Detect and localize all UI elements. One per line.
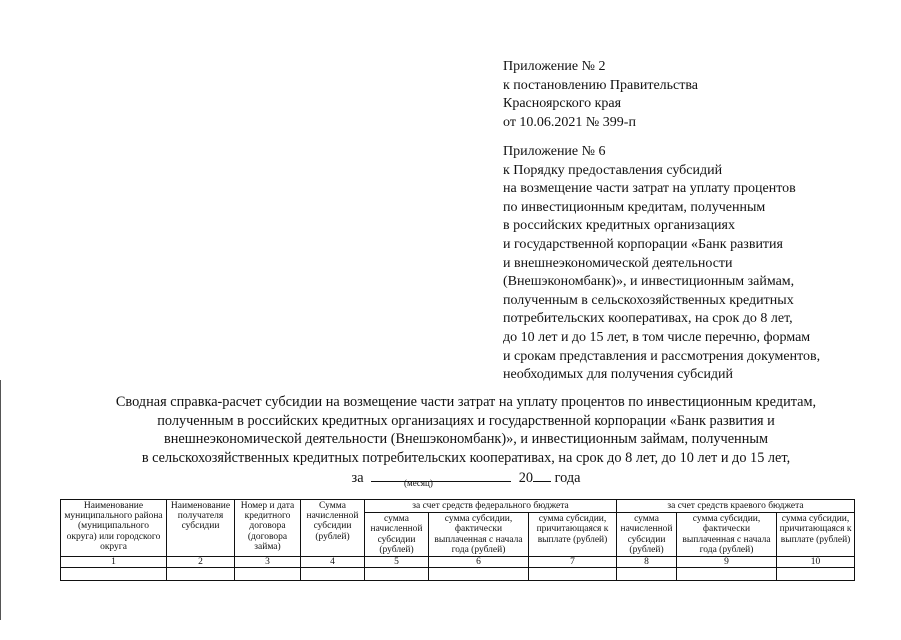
appendix-2-line: на возмещение части затрат на уплату процентов (503, 181, 796, 197)
appendix-block-1 (503, 58, 893, 132)
appendix-1-line: Красноярского края (503, 96, 622, 112)
appendix-2-line: и внешнеэкономической деятельности (503, 255, 733, 271)
appendix-2-line: полученным в сельскохозяйственных кредитных (503, 292, 794, 308)
appendix-1-line: Приложение № 2 (503, 59, 606, 74)
appendix-1-line: к постановлению Правительства (503, 77, 699, 93)
period-suffix: года (554, 470, 581, 487)
month-note: (месяц) (404, 478, 433, 488)
column-number: 6 (429, 557, 529, 568)
scan-margin-line (0, 380, 1, 620)
title-line: внешнеэкономической деятельности (Внешэкономбанк)», и инвестиционным займам, полученным (163, 431, 769, 448)
table-cell[interactable] (167, 568, 235, 581)
header-regional-accrued: сумма начисленной субсидии (рублей) (617, 513, 677, 557)
appendix-2-line: к Порядку предоставления субсидий (503, 162, 723, 178)
header-municipality: Наименование муниципального района (муниципального округа) или городского округа (61, 500, 167, 557)
column-number: 4 (301, 557, 365, 568)
appendix-block-2 (503, 143, 893, 385)
period-line (60, 467, 872, 488)
appendix-2-line: и срокам представления и рассмотрения документов, (503, 348, 821, 364)
header-federal-accrued: сумма начисленной субсидии (рублей) (365, 513, 429, 557)
header-regional-due: сумма субсидии, причитающаяся к выплате (рублей) (777, 513, 855, 557)
column-number: 9 (677, 557, 777, 568)
column-number: 5 (365, 557, 429, 568)
column-number: 1 (61, 557, 167, 568)
year-prefix: 20 (518, 470, 533, 487)
table-cell[interactable] (61, 568, 167, 581)
column-number: 7 (529, 557, 617, 568)
appendix-2-line: необходимых для получения субсидий (503, 367, 734, 383)
year-field[interactable] (533, 467, 551, 482)
header-accrued-total: Сумма начисленной субсидии (рублей) (301, 500, 365, 557)
header-regional-budget: за счет средств краевого бюджета (617, 500, 855, 513)
table-cell[interactable] (365, 568, 429, 581)
table-cell[interactable] (617, 568, 677, 581)
period-prefix: за (351, 470, 364, 487)
calculation-table (60, 499, 855, 581)
appendix-2-line: до 10 лет и до 15 лет, в том числе перечню, формам (503, 329, 811, 345)
header-federal-due: сумма субсидии, причитающаяся к выплате (рублей) (529, 513, 617, 557)
appendix-2-line: потребительских кооперативах, на срок до 8 лет, (503, 311, 793, 327)
appendix-2-line: и государственной корпорации «Банк развития (503, 236, 783, 252)
month-field[interactable] (371, 467, 511, 482)
appendix-2-line: (Внешэкономбанк)», и инвестиционным займам, (503, 274, 795, 290)
title-line: полученным в российских кредитных организациях и государственной корпорации «Банк развития и (157, 412, 775, 429)
table-cell[interactable] (777, 568, 855, 581)
table-cell[interactable] (429, 568, 529, 581)
header-contract: Номер и дата кредитного договора (договора займа) (235, 500, 301, 557)
appendix-2-line: по инвестиционным кредитам, полученным (503, 199, 766, 215)
column-number: 8 (617, 557, 677, 568)
appendix-2-line: в российских кредитных организациях (503, 218, 735, 234)
column-number: 2 (167, 557, 235, 568)
table-cell[interactable] (235, 568, 301, 581)
header-regional-paid: сумма субсидии, фактически выплаченная с начала года (рублей) (677, 513, 777, 557)
appendix-1-line: от 10.06.2021 № 399-п (503, 114, 636, 130)
table-cell[interactable] (301, 568, 365, 581)
appendix-2-line: Приложение № 6 (503, 144, 606, 159)
table-cell[interactable] (677, 568, 777, 581)
column-number: 3 (235, 557, 301, 568)
column-number-row (61, 557, 855, 568)
header-row-1 (61, 500, 855, 513)
header-federal-paid: сумма субсидии, фактически выплаченная с начала года (рублей) (429, 513, 529, 557)
header-federal-budget: за счет средств федерального бюджета (365, 500, 617, 513)
document-title (60, 393, 872, 488)
title-line: Сводная справка-расчет субсидии на возмещение части затрат на уплату процентов по инвестиционным кредитам, (115, 394, 817, 410)
column-number: 10 (777, 557, 855, 568)
table-cell[interactable] (529, 568, 617, 581)
empty-data-row (61, 568, 855, 581)
header-recipient: Наименование получателя субсидии (167, 500, 235, 557)
title-line: в сельскохозяйственных кредитных потребительских кооперативах, на срок до 8 лет, до 10 лет и до 15 лет, (141, 449, 791, 466)
